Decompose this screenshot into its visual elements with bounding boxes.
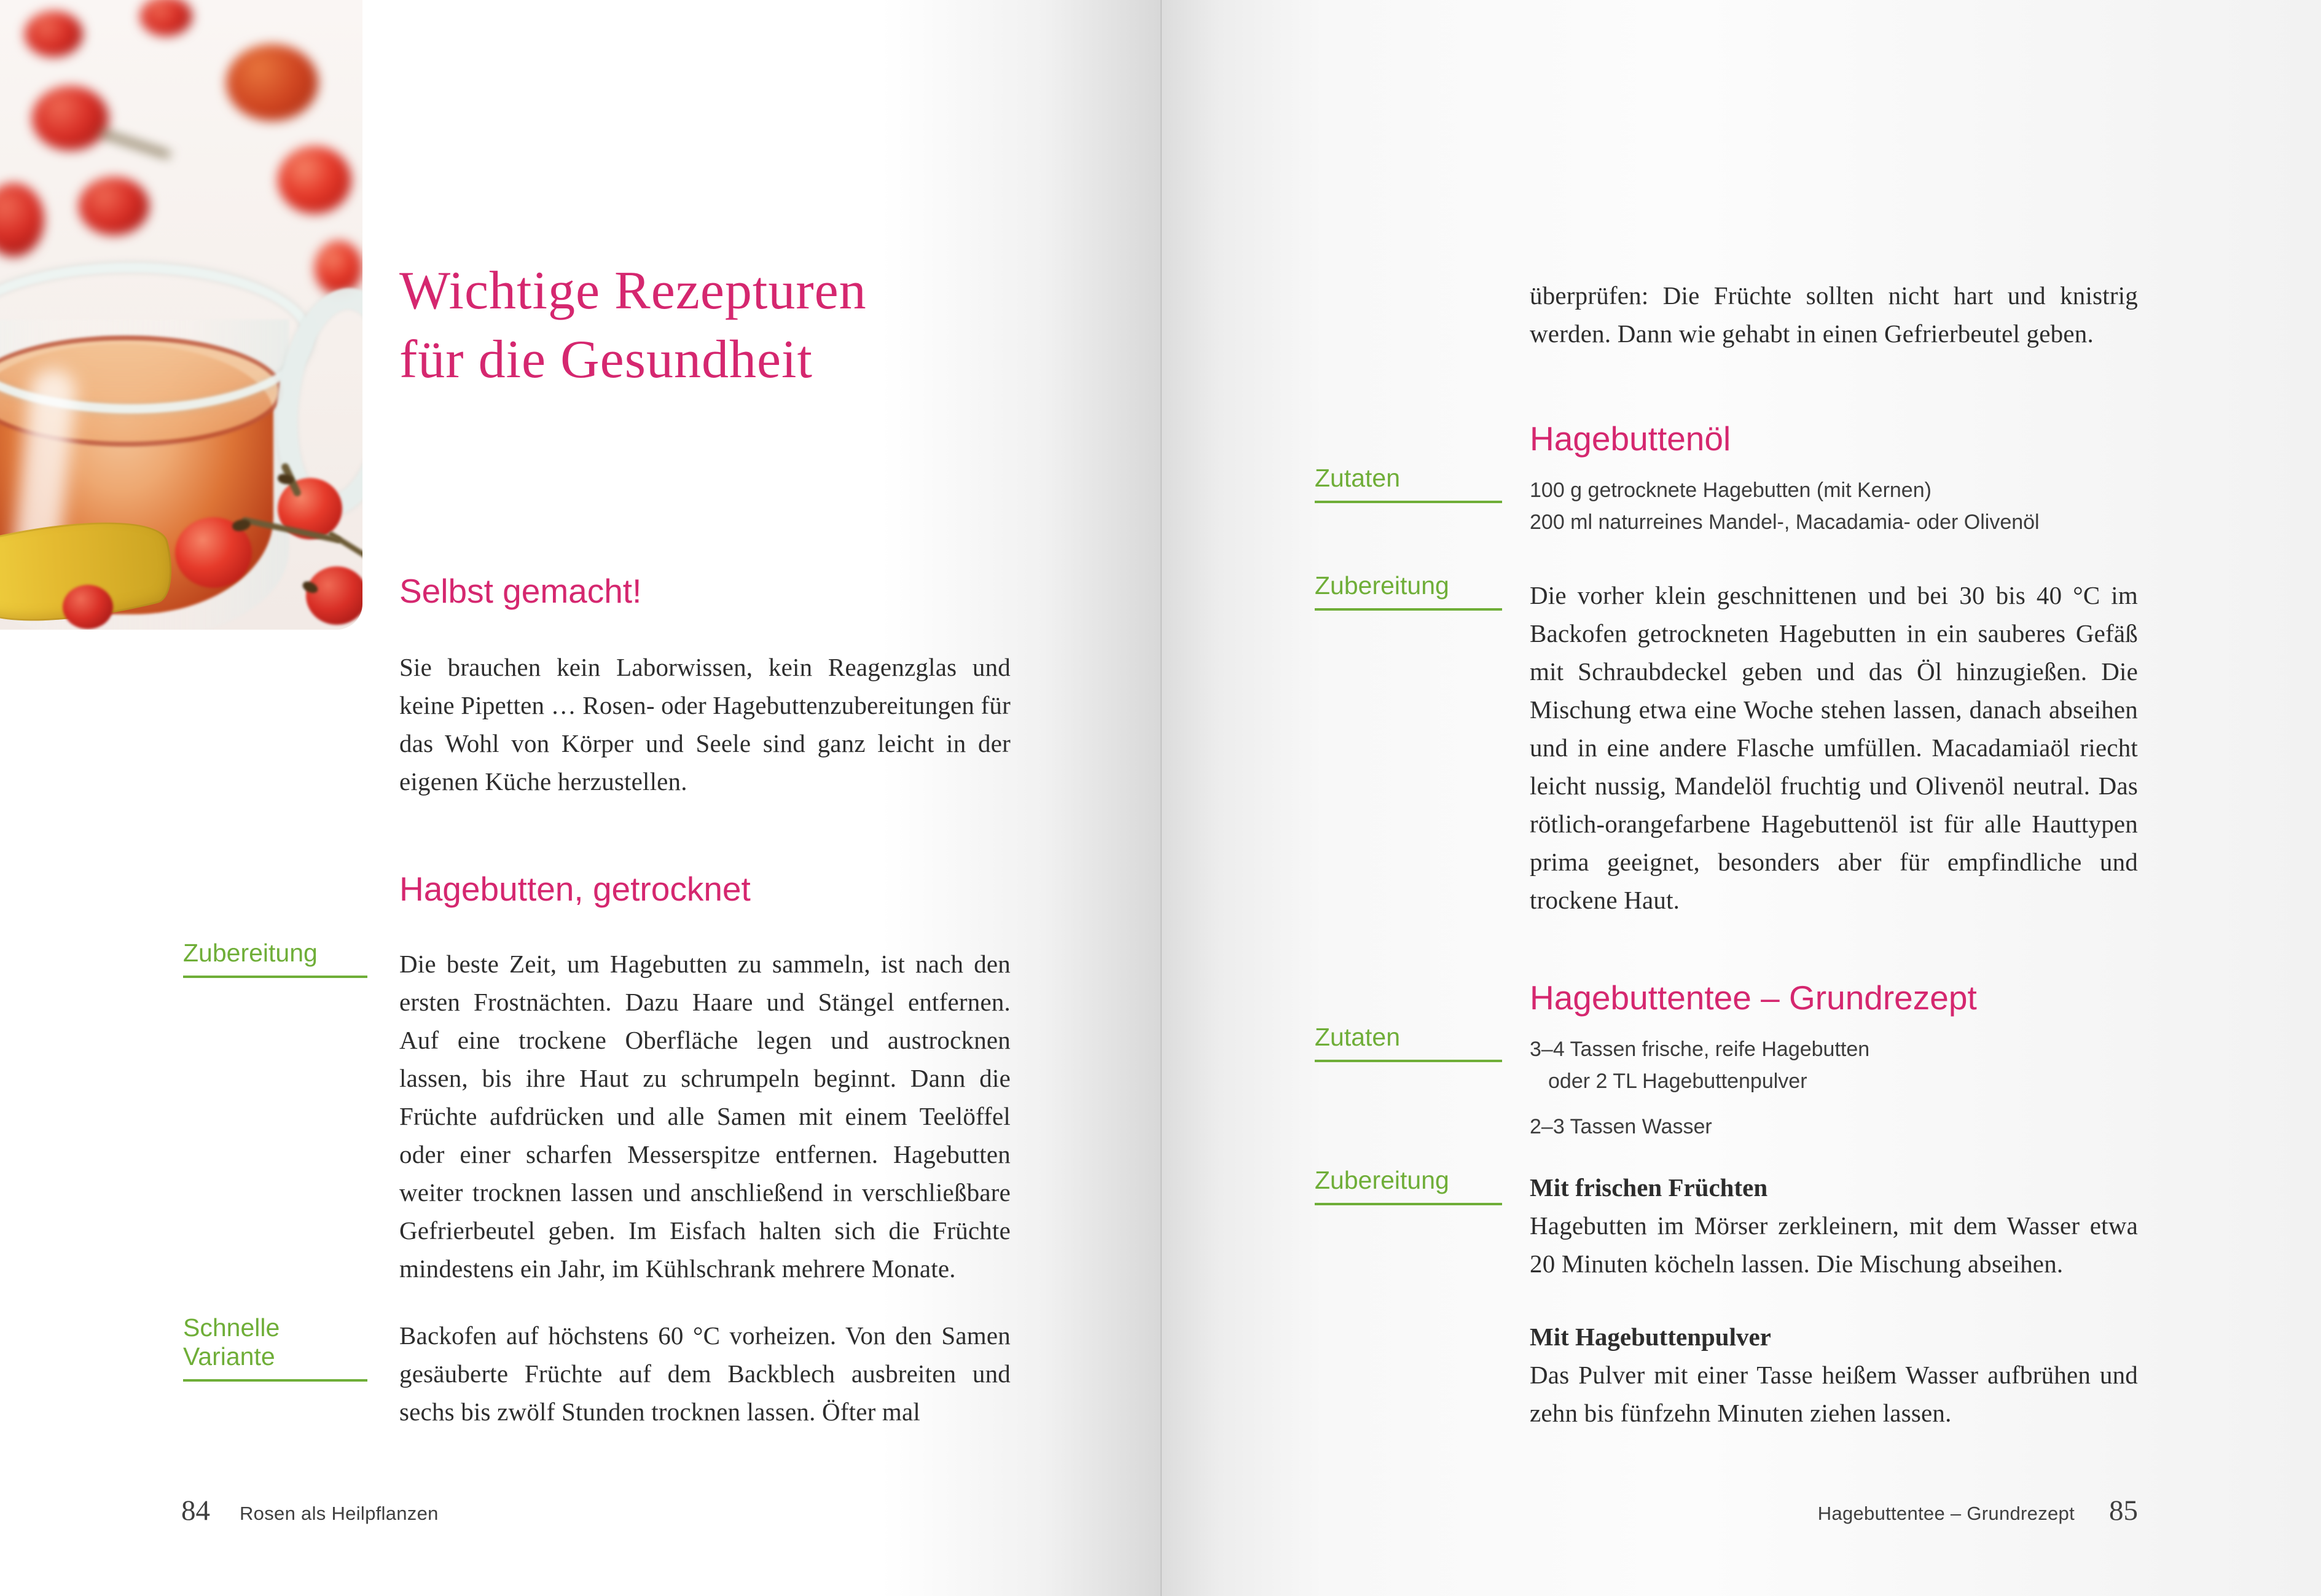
rosehip-stem	[100, 130, 171, 158]
side-label-zutaten-oel: Zutaten	[1315, 464, 1502, 503]
chapter-title-line1: Wichtige Rezepturen	[399, 261, 867, 321]
oel-preparation-paragraph: Die vorher klein geschnittenen und bei 30 bis 40 °C im Backofen getrockneten Hagebutten in ein sauberes Gefäß mit Schraubdeckel geben und das Öl hinzugießen. Die Mischung etwa eine Woche stehen lassen, danach abseihen und in eine andere Flasche umfüllen. Macadamiaöl riecht leicht nussig, Mandelöl fruchtig und Olivenöl neutral. Das rötlich-orangefarbene Hagebuttenöl ist für alle Hauttypen prima geeignet, besonders aber für empfindliche und trockene Haut.	[1530, 581, 2138, 914]
recipe-heading-hagebutten-getrocknet: Hagebutten, getrocknet	[399, 870, 751, 908]
rosehip-berry	[79, 177, 149, 235]
recipe-heading-hagebuttenoel: Hagebuttenöl	[1530, 420, 1731, 458]
rosehip-berry	[315, 241, 362, 295]
continuation-paragraph: überprüfen: Die Früchte sollten nicht hart und knistrig werden. Dann wie gehabt in einen Gefrierbeutel geben.	[1530, 281, 2138, 348]
schnelle-variante-paragraph: Backofen auf höchstens 60 °C vorheizen. Von den Samen gesäuberte Früchte auf dem Backblech ausbreiten und sechs bis zwölf Stunden trocknen lassen. Öfter mal	[399, 1321, 1011, 1426]
page-number-right: 85	[2109, 1495, 2138, 1527]
ingredient-item: 100 g getrocknete Hagebutten (mit Kernen)	[1530, 479, 1932, 502]
ingredient-item: oder 2 TL Hagebuttenpulver	[1548, 1070, 1807, 1093]
page-number-left: 84	[181, 1495, 210, 1527]
variant-text-hagebuttenpulver: Das Pulver mit einer Tasse heißem Wasser aufbrühen und zehn bis fünfzehn Minuten ziehen lassen.	[1530, 1361, 2138, 1427]
ingredient-list-oel	[1530, 474, 2138, 538]
rosehip-berry	[306, 566, 362, 625]
rosehip-berry	[0, 183, 44, 257]
rosehip-berry	[278, 146, 351, 214]
rosehip-berry	[63, 585, 113, 629]
chapter-title	[399, 257, 867, 394]
rosehip-berry	[226, 44, 318, 121]
ingredient-item: 2–3 Tassen Wasser	[1530, 1115, 1712, 1138]
ingredient-item: 3–4 Tassen frische, reife Hagebutten	[1530, 1038, 1870, 1061]
tea-variant-pulver	[1530, 1318, 2138, 1432]
side-label-zubereitung-tee: Zubereitung	[1315, 1166, 1502, 1205]
ingredient-list-tee	[1530, 1033, 2138, 1143]
zubereitung-paragraph: Die beste Zeit, um Hagebutten zu sammeln, ist nach den ersten Frostnächten. Dazu Haare und Stängel entfernen. Auf eine trockene Oberfläche legen und austrocknen lassen, bis ihre Haut zu schrumpeln beginnt. Dann die Früchte aufdrücken und alle Samen mit einem Teelöffel oder einer scharfen Messerspitze entfernen. Hagebutten weiter trocknen lassen und anschließend in verschließbare Gefrierbeutel geben. Im Eisfach halten sich die Früchte mindestens ein Jahr, im Kühlschrank mehrere Monate.	[399, 950, 1011, 1283]
rosehip-berry	[25, 11, 83, 57]
footer-chapter-title: Rosen als Heilpflanzen	[240, 1503, 439, 1524]
rosehip-stem	[327, 531, 362, 566]
footer-right	[1818, 1494, 2138, 1527]
recipe-heading-hagebuttentee: Hagebuttentee – Grundrezept	[1530, 979, 1977, 1017]
side-label-schnelle-variante: Schnelle Variante	[183, 1313, 367, 1382]
variant-text-frische-fruechte: Hagebutten im Mörser zerkleinern, mit dem Wasser etwa 20 Minuten köcheln lassen. Die Mischung abseihen.	[1530, 1211, 2138, 1278]
section-heading-selbst-gemacht: Selbst gemacht!	[399, 572, 642, 610]
intro-paragraph: Sie brauchen kein Laborwissen, kein Reagenzglas und keine Pipetten … Rosen- oder Hagebuttenzubereitungen für das Wohl von Körper und Seele sind ganz leicht in der eigenen Küche herzustellen.	[399, 653, 1011, 796]
rosehip-berry	[140, 0, 192, 36]
footer-left	[181, 1494, 439, 1527]
rosehip-berry	[32, 86, 109, 151]
footer-section-title: Hagebuttentee – Grundrezept	[1817, 1503, 2075, 1524]
variant-title-hagebuttenpulver: Mit Hagebuttenpulver	[1530, 1323, 1771, 1351]
side-label-zubereitung-oel: Zubereitung	[1315, 571, 1502, 611]
tea-variant-fresh	[1530, 1168, 2138, 1283]
chapter-title-line2: für die Gesundheit	[399, 330, 813, 389]
ingredient-item: 200 ml naturreines Mandel-, Macadamia- oder Olivenöl	[1530, 510, 2040, 534]
side-label-zubereitung: Zubereitung	[183, 939, 367, 978]
photo-rosehip-tea	[0, 0, 362, 630]
side-label-zutaten-tee: Zutaten	[1315, 1023, 1502, 1062]
variant-title-frische-fruechte: Mit frischen Früchten	[1530, 1173, 1768, 1202]
